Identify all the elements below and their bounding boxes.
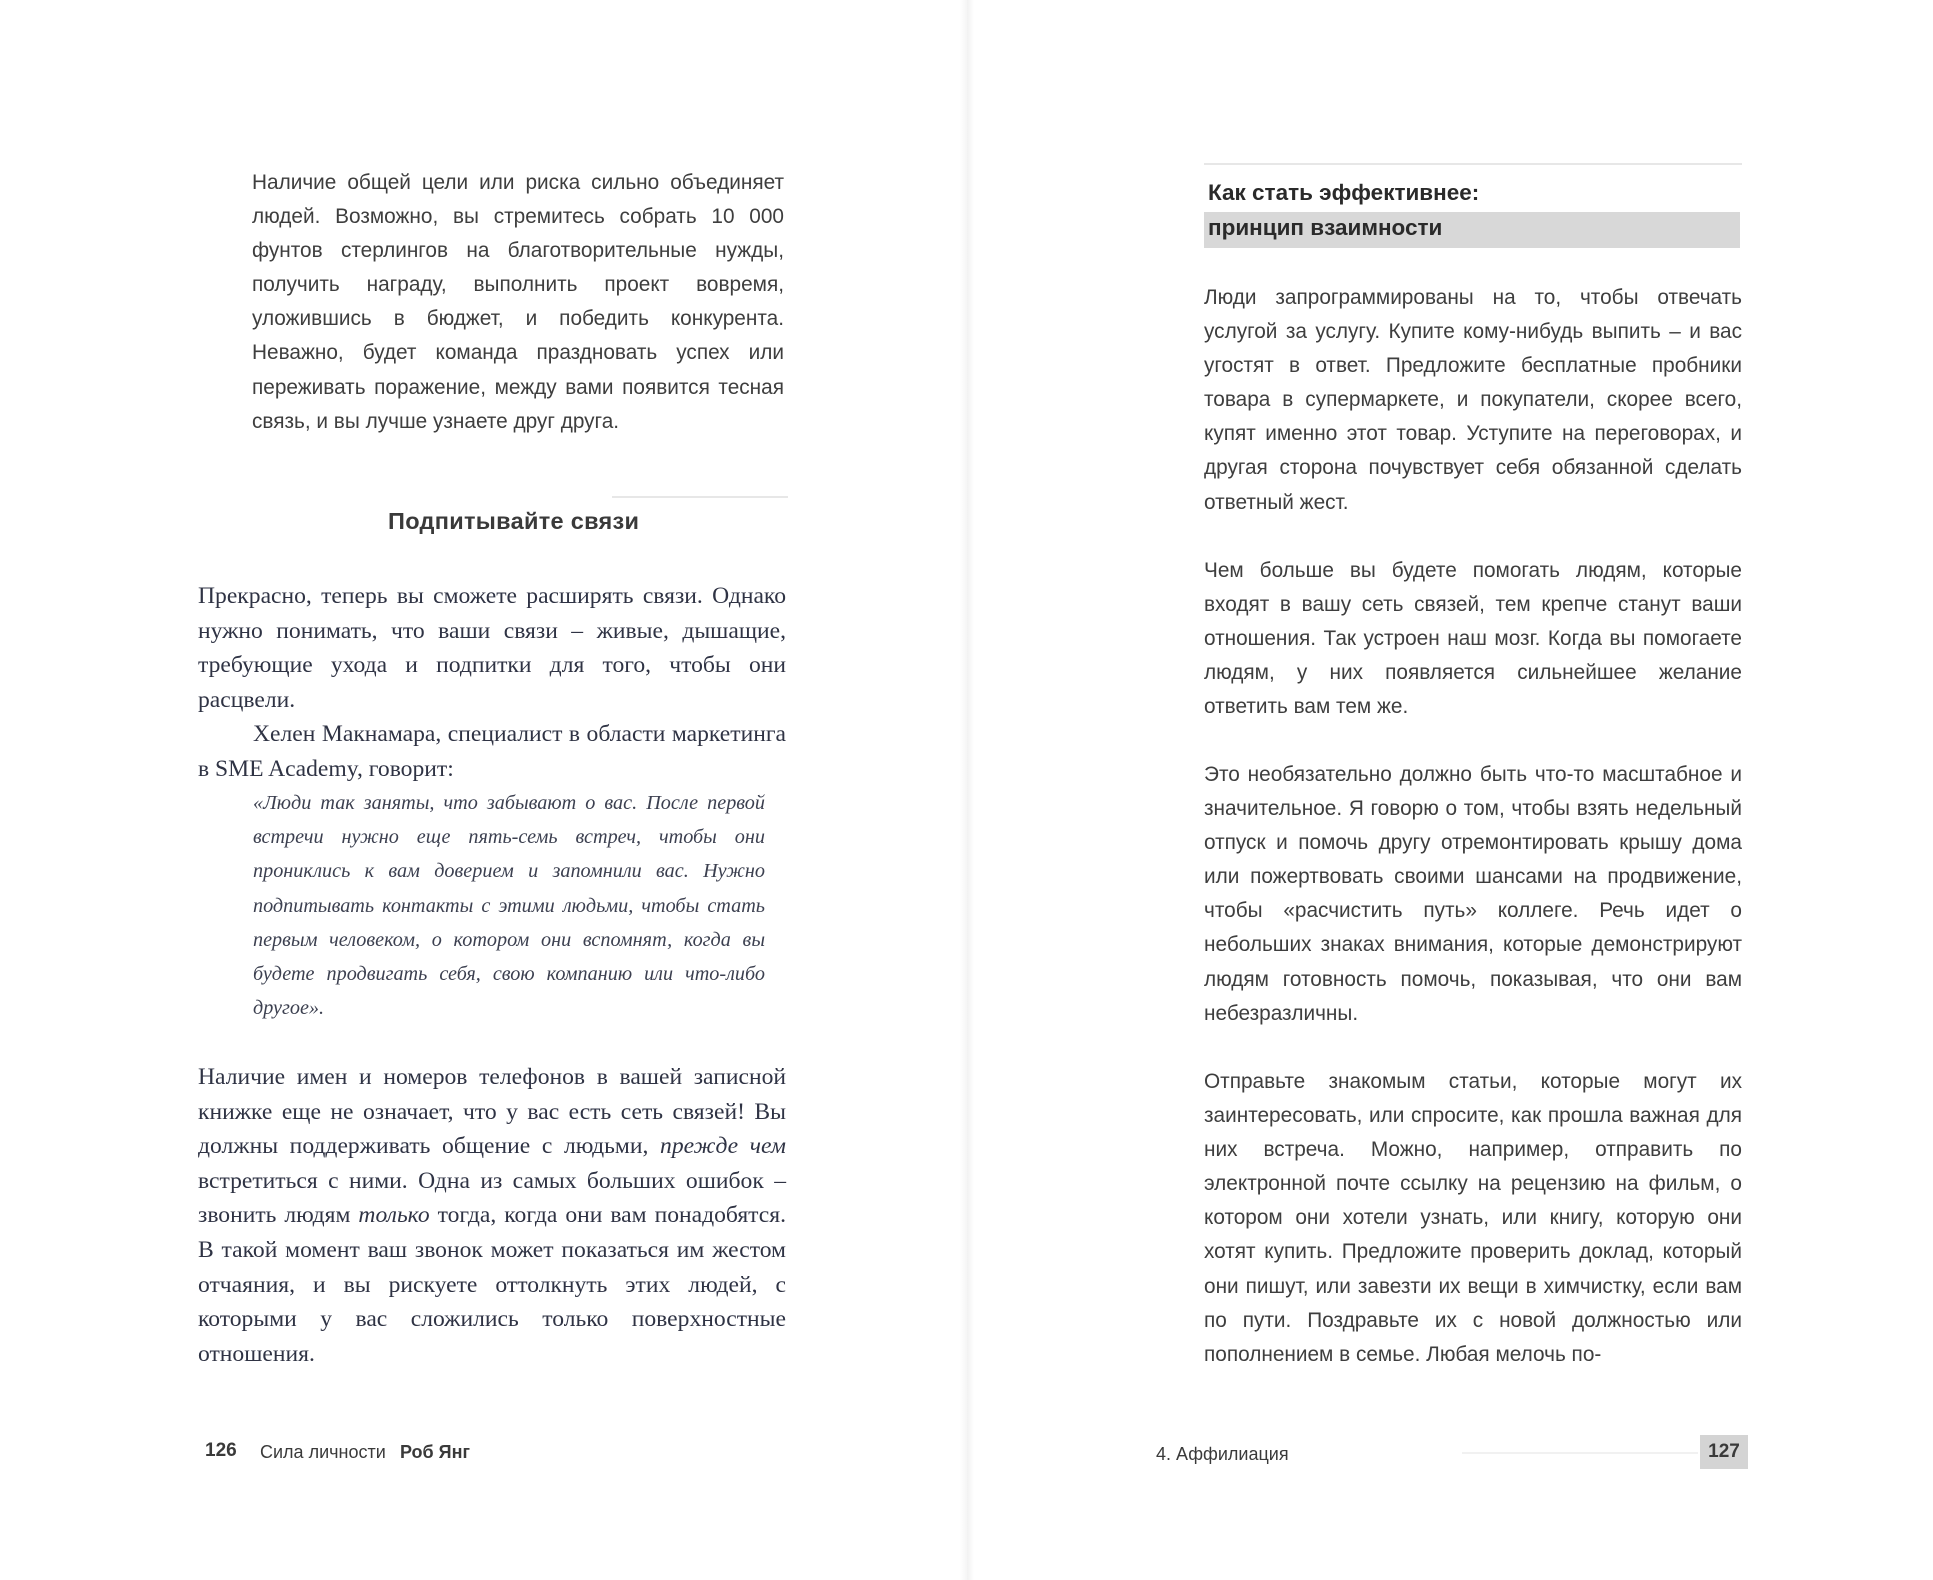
right-page-number: 127 <box>1700 1435 1748 1469</box>
running-book-title: Сила личности <box>260 1442 386 1462</box>
box-title-line-1: Как стать эффективнее: <box>1208 180 1480 205</box>
book-gutter <box>960 0 974 1580</box>
running-chapter-title: 4. Аффилиация <box>1156 1444 1289 1464</box>
body-paragraph-2-emphasis-1: прежде чем <box>660 1133 786 1160</box>
blockquote: «Люди так заняты, что забывают о вас. После первой встречи нужно еще пять-семь встреч, чтобы они прониклись к вам доверием и запомнили вас. Нужно подпитывать контакты с этими людьми, чтобы стать первым человеком, о котором они вспомнят, когда вы будете продвигать себя, свою компанию или что-либо другое». <box>253 792 765 1020</box>
body-paragraph-2-text-1: Наличие имен и номеров телефонов в вашей записной книжке еще не означает, что у вас есть сеть связей! Вы должны поддерживать общение с людьми, <box>198 1064 786 1160</box>
body-paragraph-1-continuation: Хелен Макнамара, специалист в области маркетинга в SME Academy, говорит: <box>198 721 786 782</box>
running-author: Роб Янг <box>400 1442 470 1462</box>
footer-rule <box>1462 1452 1698 1454</box>
box-paragraph-3: Это необязательно должно быть что-то масштабное и значительное. Я говорю о том, чтобы взять недельный отпуск и помочь другу отремонтировать крышу дома или пожертвовать своими шансами на продвижение, чтобы «расчистить путь» коллеге. Речь идет о небольших знаках внимания, которые демонстрируют людям готовность помочь, показывая, что они вам небезразличны. <box>1204 763 1742 1025</box>
body-paragraph-2-text-2: встретиться с ними. Одна из самых больших ошибок – звонить людям <box>198 1167 786 1229</box>
section-divider <box>612 496 788 498</box>
box-title-line-2: принцип взаимности <box>1208 215 1443 240</box>
left-page-number: 126 <box>205 1440 237 1461</box>
body-paragraph-2 <box>198 1060 786 1371</box>
body-paragraph-1-text: Прекрасно, теперь вы сможете расширять связи. Однако нужно понимать, что ваши связи – живые, дышащие, требующие ухода и подпитки для того, чтобы они расцвели. <box>198 583 786 713</box>
box-paragraph-2: Чем больше вы будете помогать людям, которые входят в вашу сеть связей, тем крепче станут ваши отношения. Так устроен наш мозг. Когда вы помогаете людям, у них появляется сильнейшее желание ответить вам тем же. <box>1204 559 1742 719</box>
section-heading: Подпитывайте связи <box>388 508 640 534</box>
box-top-rule <box>1204 163 1742 165</box>
intro-paragraph: Наличие общей цели или риска сильно объединяет людей. Возможно, вы стремитесь собрать 10 000 фунтов стерлингов на благотворительные нужды, получить награду, выполнить проект вовремя, уложившись в бюджет, и победить конкурента. Неважно, будет команда праздновать успех или переживать поражение, между вами появится тесная связь, и вы лучше узнаете друг друга. <box>252 171 784 433</box>
box-paragraph-4: Отправьте знакомым статьи, которые могут их заинтересовать, или спросите, как прошла важная для них встреча. Можно, например, отправить по электронной почте ссылку на рецензию на фильм, о котором они хотели узнать, или книгу, которую они хотят купить. Предложите проверить доклад, который они пишут, или завезти их вещи в химчистку, если вам по пути. Поздравьте их с новой должностью или пополнением в семье. Любая мелочь по- <box>1204 1070 1742 1366</box>
box-paragraph-1: Люди запрограммированы на то, чтобы отвечать услугой за услугу. Купите кому-нибудь выпить – и вас угостят в ответ. Предложите бесплатные пробники товара в супермаркете, и покупатели, скорее всего, купят именно этот товар. Уступите на переговорах, и другая сторона почувствует себя обязанной сделать ответный жест. <box>1204 286 1742 514</box>
body-paragraph-2-text-3: тогда, когда они вам понадобятся. В такой момент ваш звонок может показаться им жестом отчаяния, и вы рискуете оттолкнуть этих людей, с которыми у вас сложились только поверхностные отношения. <box>198 1202 786 1367</box>
body-paragraph-2-emphasis-2: только <box>358 1202 430 1229</box>
body-paragraph-1 <box>198 579 786 787</box>
